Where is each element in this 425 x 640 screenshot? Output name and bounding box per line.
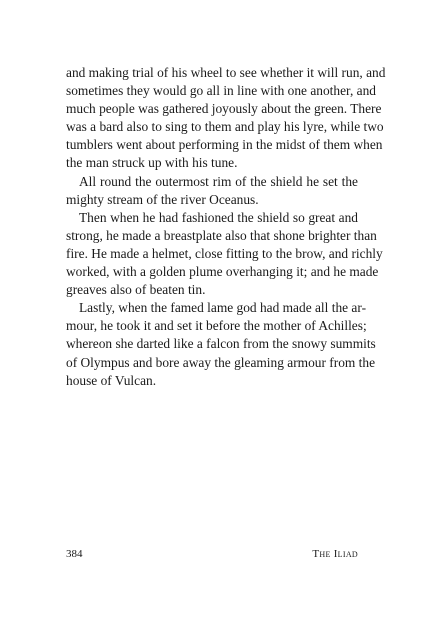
text-line: greaves also of beaten tin.: [66, 282, 206, 298]
text-line: whereon she darted like a falcon from the snowy summits: [66, 336, 376, 352]
text-line: mighty stream of the river Oceanus.: [66, 191, 259, 207]
text-line: house of Vulcan.: [66, 372, 157, 388]
text-line: the man struck up with his tune.: [66, 155, 238, 171]
text-line: tumblers went about performing in the midst of them when: [66, 137, 383, 153]
page-number: 384: [66, 548, 83, 560]
text-line: Lastly, when the famed lame god had made all the ar-: [79, 300, 367, 316]
text-line: much people was gathered joyously about the green. There: [66, 101, 382, 117]
text-line: of Olympus and bore away the gleaming armour from the: [66, 354, 376, 370]
text-line: Then when he had fashioned the shield so great and: [79, 209, 358, 225]
text-line: sometimes they would go all in line with one another, and: [66, 83, 376, 99]
body-text: [66, 64, 386, 390]
text-line: and making trial of his wheel to see whether it will run, and: [66, 65, 386, 80]
running-head: The Iliad: [312, 548, 358, 560]
text-line: mour, he took it and set it before the mother of Achilles;: [66, 318, 367, 334]
text-line: was a bard also to sing to them and play his lyre, while two: [66, 119, 384, 135]
text-line: worked, with a golden plume overhanging it; and he made: [66, 264, 379, 280]
text-line: strong, he made a breastplate also that shone brighter than: [66, 227, 377, 243]
text-line: All round the outermost rim of the shield he set the: [79, 173, 358, 189]
text-line: fire. He made a helmet, close fitting to the brow, and richly: [66, 245, 383, 261]
page-footer: [66, 546, 358, 562]
